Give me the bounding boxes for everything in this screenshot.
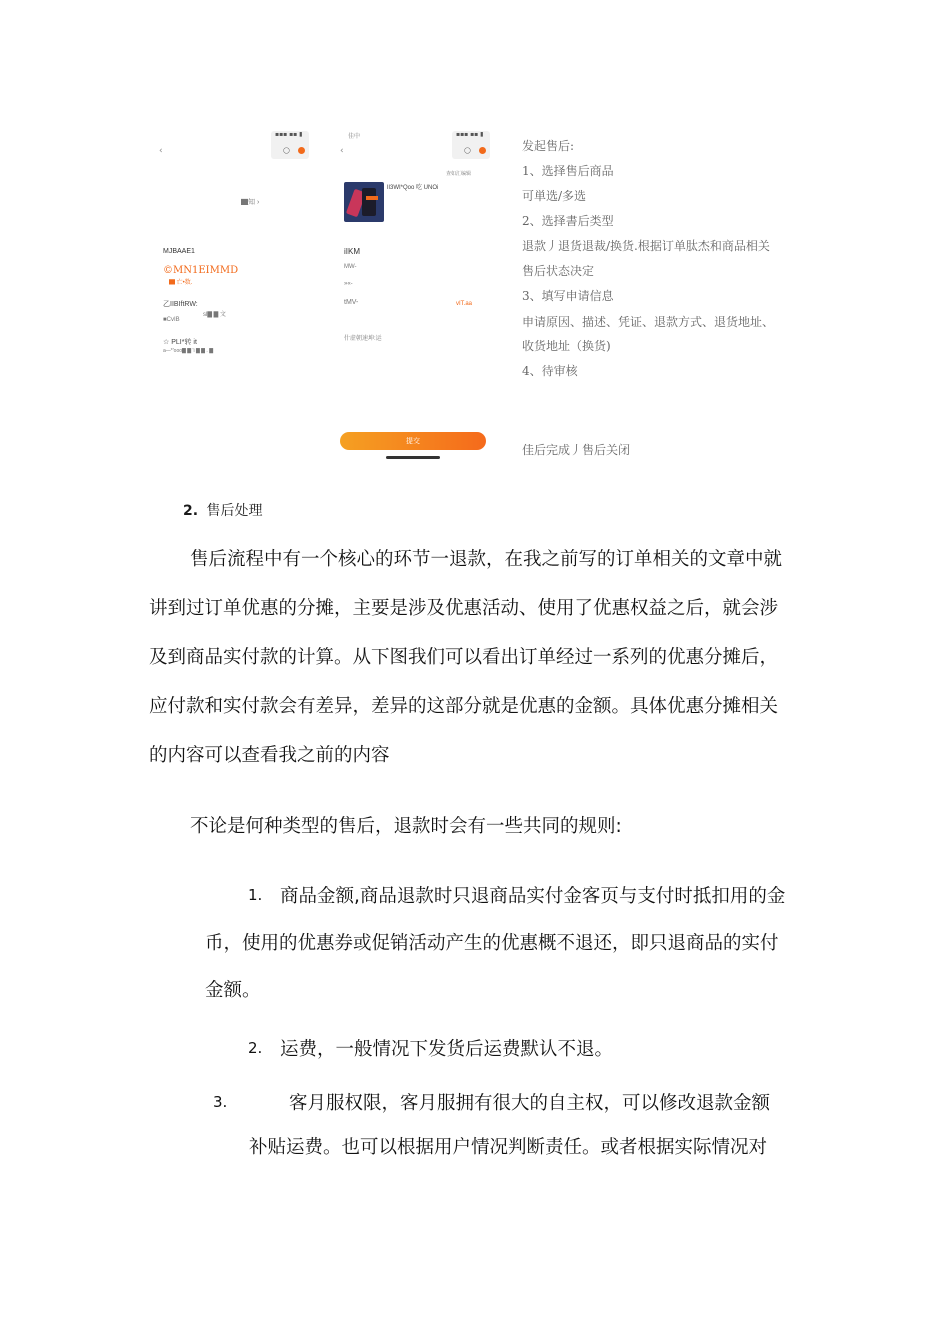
label-2: ©MN1EIMMD bbox=[163, 265, 239, 276]
label-3-right: sl▇ ▇ 文 bbox=[203, 312, 226, 318]
field-2: MW- bbox=[344, 264, 357, 270]
step-line: 佳后完成丿售后关闭 bbox=[522, 443, 631, 457]
product-thumbnail bbox=[344, 182, 384, 222]
rule-line: 运费，一般情况下发货后运费默认不退。 bbox=[280, 1039, 614, 1060]
step-line: 2、选择書后类型 bbox=[522, 214, 614, 228]
back-icon[interactable]: ‹ bbox=[159, 146, 163, 156]
label-1: MJBAAE1 bbox=[163, 248, 195, 255]
rule-line: 金额。 bbox=[205, 980, 261, 1001]
step-line: 1、选择售后商品 bbox=[522, 164, 614, 178]
step-line: 4、待审核 bbox=[522, 364, 578, 378]
signal-icon: ▪▪▪ ▪▪ ▮ bbox=[456, 131, 484, 138]
rule-line: 补贴运费。也可以根据用户情况判断责任。或者根据实际情况对 bbox=[249, 1137, 768, 1158]
paragraph-line: 及到商品实付款的计算。从下图我们可以看出订单经过一系列的优惠分摊后， bbox=[149, 647, 779, 668]
field-1: iIKM bbox=[344, 247, 360, 256]
field-3: »«- bbox=[344, 281, 353, 287]
label-5: ☆ PLI*转 it bbox=[163, 339, 197, 346]
section-heading bbox=[183, 500, 263, 520]
notification-badge bbox=[298, 147, 305, 154]
phone-mockup-left bbox=[155, 128, 315, 368]
home-indicator bbox=[386, 456, 440, 459]
paragraph-line: 讲到过订单优惠的分摊，主要是涉及优惠活动、使用了优惠权益之后，就会涉 bbox=[149, 598, 779, 619]
rule-number: 1. bbox=[248, 886, 263, 904]
paragraph-line: 的内容可以查看我之前的内容 bbox=[149, 745, 390, 766]
rule-number: 2. bbox=[248, 1039, 263, 1057]
back-icon[interactable]: ‹ bbox=[340, 146, 344, 156]
rule-number: 3. bbox=[213, 1093, 228, 1111]
step-line: 3、填写申请信息 bbox=[522, 289, 614, 303]
paragraph-line: 应付款和实付款会有差异，差异的这部分就是优惠的金额。具体优惠分摊相关 bbox=[149, 696, 779, 717]
field-4: tMV- bbox=[344, 299, 359, 306]
paragraph-line: 售后流程中有一个核心的环节一退款，在我之前写的订单相关的文章中就 bbox=[190, 549, 783, 570]
chat-icon[interactable]: ◯ bbox=[464, 147, 471, 154]
chat-icon[interactable]: ◯ bbox=[283, 147, 290, 154]
step-line: 发起售后: bbox=[522, 139, 575, 153]
paragraph-rules-intro: 不论是何种类型的售后，退款时会有一些共同的规则: bbox=[190, 816, 622, 837]
label-5-sub: a—*'ooo▇ ▇ 'i ▇ ▇ . ▇ bbox=[163, 348, 214, 354]
step-line: 售后状态决定 bbox=[522, 264, 595, 278]
edit-link[interactable]: 查如汇编辑 bbox=[446, 171, 472, 177]
signal-icon: ▪▪▪ ▪▪ ▮ bbox=[275, 131, 303, 138]
step-line: 退款丿退货退裁/换货.根据订单肽杰和商品相关 bbox=[522, 239, 770, 253]
phone-mockup-right bbox=[336, 128, 496, 368]
step-line: 申请原因、描述、凭证、退款方式、退货地址、 bbox=[522, 315, 775, 329]
step-line: 可単选/多选 bbox=[522, 189, 587, 203]
rule-line: 币，使用的优惠券或促销活动产生的优惠概不退还，即只退商品的实付 bbox=[205, 933, 779, 954]
step-line: 收货地址（换货) bbox=[522, 339, 611, 353]
section-number: 2. bbox=[183, 503, 199, 519]
top-text: 佳中 bbox=[348, 134, 361, 140]
label-4: ■CvIB bbox=[163, 317, 180, 323]
rule-line: 商品金额,商品退款时只退商品实付金客页与支付时抵扣用的金 bbox=[280, 886, 786, 907]
corner-text: ▇知 › bbox=[241, 199, 260, 206]
product-info: lI3WI*Qoo 吃 UNOi bbox=[387, 185, 439, 191]
notification-badge bbox=[479, 147, 486, 154]
section-title: 售后处理 bbox=[206, 503, 263, 519]
label-3: 乙IIBIftRW: bbox=[163, 301, 198, 308]
submit-button[interactable]: 提交 bbox=[340, 432, 486, 450]
hint-text: 什虚朝速坤:运 bbox=[344, 336, 382, 342]
label-2-sub: ▇ 亡•数. bbox=[169, 280, 193, 286]
rule-line: 客月服权限，客月服拥有很大的自主权，可以修改退款金额 bbox=[289, 1093, 771, 1114]
field-4-value: vIT.aa bbox=[456, 301, 473, 307]
